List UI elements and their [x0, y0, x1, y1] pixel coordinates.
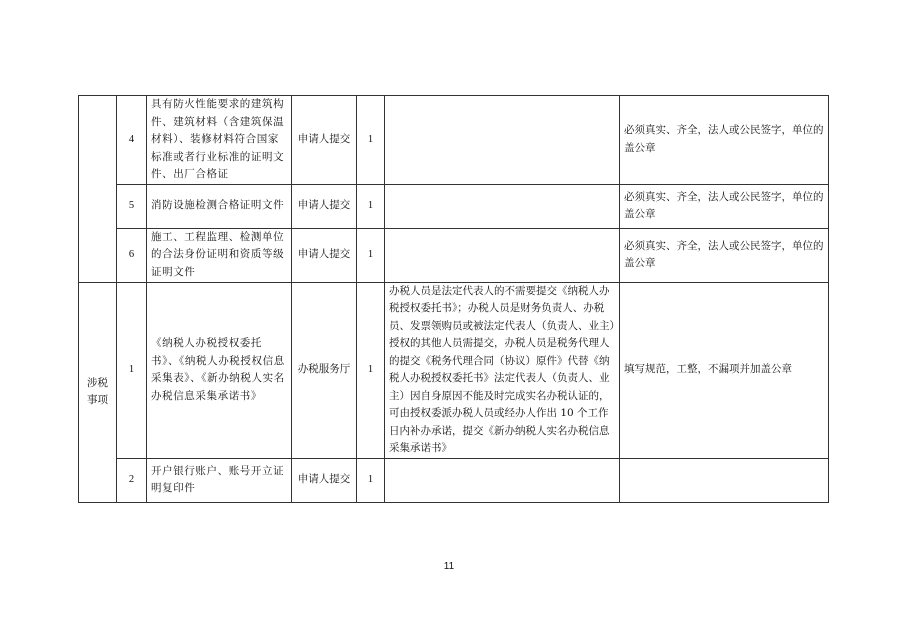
requirement-cell: 填写规范，工整，不漏项并加盖公章	[620, 282, 829, 458]
note-cell: 办税人员是法定代表人的不需要提交《纳税人办税授权委托书》；办税人员是财务负责人、办税员、发票领购员或被法定代表人（负责人、业主）授权的其他人员需提交，办税人员是税务代理人的提交《税务代理合同（协议）原件》代替《纳税人办税授权委托书》法定代表人（负责人、业主）因自身原因不能及时完成实名办税认证的，可由授权委派办税人员或经办人作出 10 个工作日内补办承诺，提交《新办纳税人实名办税信息采集承诺书》	[385, 282, 620, 458]
table-row	[79, 96, 829, 185]
material-name-cell: 施工、工程监理、检测单位的合法身份证明和资质等级证明文件	[147, 228, 292, 282]
table-row	[79, 228, 829, 282]
material-name-cell: 具有防火性能要求的建筑构件、建筑材料（含建筑保温材料）、装修材料符合国家标准或者行业标准的证明文件、出厂合格证	[147, 96, 292, 185]
requirement-cell: 必须真实、齐全，法人或公民签字，单位的盖公章	[620, 228, 829, 282]
materials-table	[78, 95, 829, 503]
number-cell: 4	[117, 96, 147, 185]
table-row	[79, 184, 829, 228]
material-name-cell: 消防设施检测合格证明文件	[147, 184, 292, 228]
material-name-cell: 《纳税人办税授权委托书》、《纳税人办税授权信息采集表》、《新办纳税人实名办税信息采集承诺书》	[147, 282, 292, 458]
source-cell: 申请人提交	[292, 96, 357, 185]
table-row	[79, 282, 829, 458]
source-cell: 申请人提交	[292, 228, 357, 282]
note-cell	[385, 458, 620, 502]
page-number: 11	[443, 561, 455, 572]
requirement-cell: 必须真实、齐全，法人或公民签字，单位的盖公章	[620, 184, 829, 228]
source-cell: 申请人提交	[292, 458, 357, 502]
category-cell: 涉税事项	[79, 282, 117, 502]
requirement-cell: 必须真实、齐全，法人或公民签字，单位的盖公章	[620, 96, 829, 185]
note-cell	[385, 228, 620, 282]
count-cell: 1	[357, 96, 385, 185]
count-cell: 1	[357, 458, 385, 502]
table-row	[79, 458, 829, 502]
category-cell	[79, 96, 117, 283]
count-cell: 1	[357, 184, 385, 228]
count-cell: 1	[357, 228, 385, 282]
material-name-cell: 开户银行账户、账号开立证明复印件	[147, 458, 292, 502]
note-cell	[385, 96, 620, 185]
source-cell: 申请人提交	[292, 184, 357, 228]
number-cell: 5	[117, 184, 147, 228]
count-cell: 1	[357, 282, 385, 458]
note-cell	[385, 184, 620, 228]
source-cell: 办税服务厅	[292, 282, 357, 458]
number-cell: 6	[117, 228, 147, 282]
number-cell: 1	[117, 282, 147, 458]
number-cell: 2	[117, 458, 147, 502]
requirement-cell	[620, 458, 829, 502]
